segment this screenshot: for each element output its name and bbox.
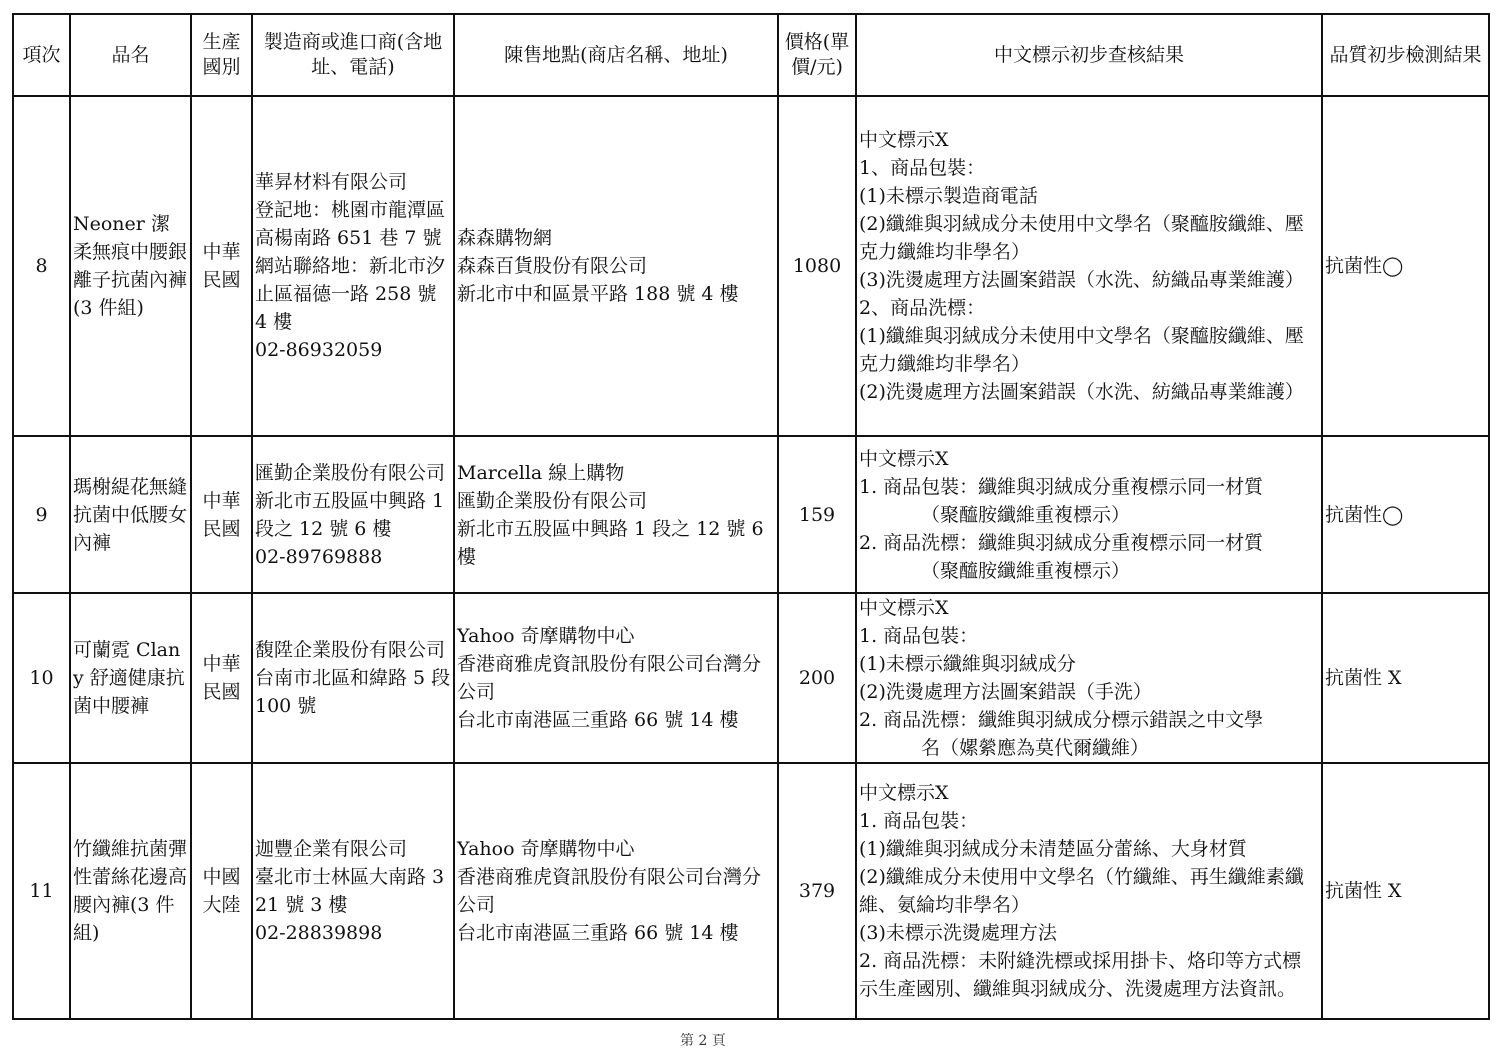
table-row (13, 96, 1489, 436)
table-row (13, 593, 1489, 763)
maker-line: 匯勤企業股份有限公司 (255, 461, 446, 484)
cell-origin: 中國大陸 (191, 763, 252, 1019)
check-line: (1)未標示纖維與羽絨成分 (859, 653, 1076, 675)
maker-line: 馥陞企業股份有限公司 (255, 639, 446, 661)
cell-origin: 中華民國 (191, 96, 252, 436)
cell-maker (252, 763, 454, 1019)
cell-price: 379 (778, 763, 856, 1019)
check-line: 1. 商品包裝： (859, 625, 979, 647)
cell-no: 11 (13, 763, 70, 1019)
store-line: 森森購物網 (457, 227, 553, 249)
cell-origin: 中華民國 (191, 593, 252, 763)
cell-quality: 抗菌性◯ (1322, 96, 1489, 436)
store-line: 香港商雅虎資訊股份有限公司台灣分公司 (457, 653, 762, 703)
store-line: 香港商雅虎資訊股份有限公司台灣分公司 (457, 866, 762, 916)
check-line: (2)纖維成分未使用中文學名（竹纖維、再生纖維素纖維、氨綸均非學名） (859, 866, 1304, 916)
cell-name: Neoner 潔柔無痕中腰銀離子抗菌內褲(3 件組) (70, 96, 191, 436)
store-line: 森森百貨股份有限公司 (457, 255, 648, 277)
cell-quality: 抗菌性◯ (1322, 436, 1489, 593)
header-quality: 品質初步檢測結果 (1322, 14, 1489, 96)
cell-no: 8 (13, 96, 70, 436)
cell-label-check (856, 436, 1322, 593)
cell-quality: 抗菌性 X (1322, 593, 1489, 763)
cell-origin: 中華民國 (191, 436, 252, 593)
check-line: 2. 商品洗標：纖維與羽絨成分標示錯誤之中文學 (859, 709, 1264, 731)
check-line: （聚醯胺纖維重複標示） (921, 559, 1131, 582)
header-label-check: 中文標示初步查核結果 (856, 14, 1322, 96)
check-line: (1)纖維與羽絨成分未清楚區分蕾絲、大身材質 (859, 838, 1247, 860)
header-store: 陳售地點(商店名稱、地址) (454, 14, 778, 96)
check-line: 2、商品洗標： (859, 297, 986, 319)
cell-maker (252, 593, 454, 763)
check-line: 1. 商品包裝：纖維與羽絨成分重複標示同一材質 (859, 475, 1264, 498)
maker-line: 臺北市士林區大南路 321 號 3 樓 (255, 866, 445, 916)
maker-line: 新北市五股區中興路 1 段之 12 號 6 樓 (255, 489, 445, 540)
header-row (13, 14, 1489, 96)
cell-maker (252, 436, 454, 593)
check-line: 1. 商品包裝： (859, 810, 979, 832)
cell-name: 瑪榭緹花無縫抗菌中低腰女內褲 (70, 436, 191, 593)
cell-no: 9 (13, 436, 70, 593)
maker-line: 02-89769888 (255, 545, 383, 568)
check-line: (2)纖維與羽絨成分未使用中文學名（聚醯胺纖維、壓克力纖維均非學名） (859, 213, 1304, 263)
store-line: 匯勤企業股份有限公司 (457, 489, 648, 512)
cell-label-check (856, 763, 1322, 1019)
check-line: (2)洗燙處理方法圖案錯誤（水洗、紡織品專業維護） (859, 381, 1304, 403)
store-line: Yahoo 奇摩購物中心 (457, 625, 635, 647)
cell-name: 竹纖維抗菌彈性蕾絲花邊高腰內褲(3 件組) (70, 763, 191, 1019)
cell-maker (252, 96, 454, 436)
store-line: Yahoo 奇摩購物中心 (457, 838, 635, 860)
check-line: 中文標示X (859, 782, 949, 804)
cell-store (454, 436, 778, 593)
check-line: 中文標示X (859, 597, 949, 619)
cell-label-check (856, 96, 1322, 436)
cell-price: 159 (778, 436, 856, 593)
check-line: (1)纖維與羽絨成分未使用中文學名（聚醯胺纖維、壓克力纖維均非學名） (859, 325, 1304, 375)
maker-line: 02-86932059 (255, 339, 383, 361)
cell-price: 1080 (778, 96, 856, 436)
maker-line: 02-28839898 (255, 922, 383, 944)
store-line: 新北市中和區景平路 188 號 4 樓 (457, 283, 739, 305)
table-row (13, 763, 1489, 1019)
maker-line: 登記地：桃園市龍潭區高楊南路 651 巷 7 號 (255, 199, 446, 249)
check-line: (2)洗燙處理方法圖案錯誤（手洗） (859, 681, 1152, 703)
maker-line: 華昇材料有限公司 (255, 171, 408, 193)
check-line: 1、商品包裝： (859, 157, 986, 179)
store-line: 台北市南港區三重路 66 號 14 樓 (457, 709, 739, 731)
check-line: (3)洗燙處理方法圖案錯誤（水洗、紡織品專業維護） (859, 269, 1304, 291)
check-line: 名（嫘縈應為莫代爾纖維） (921, 737, 1150, 759)
cell-store (454, 593, 778, 763)
cell-no: 10 (13, 593, 70, 763)
store-line: 新北市五股區中興路 1 段之 12 號 6 樓 (457, 517, 764, 568)
header-maker: 製造商或進口商(含地址、電話) (252, 14, 454, 96)
cell-label-check (856, 593, 1322, 763)
check-line: 2. 商品洗標：纖維與羽絨成分重複標示同一材質 (859, 531, 1264, 554)
maker-line: 台南市北區和緯路 5 段 100 號 (255, 667, 451, 717)
cell-store (454, 763, 778, 1019)
header-no: 項次 (13, 14, 70, 96)
header-origin: 生產國別 (191, 14, 252, 96)
cell-price: 200 (778, 593, 856, 763)
check-line: (3)未標示洗燙處理方法 (859, 922, 1057, 944)
check-line: 中文標示X (859, 447, 949, 470)
cell-store (454, 96, 778, 436)
maker-line: 網站聯絡地：新北市汐止區福德一路 258 號 4 樓 (255, 255, 446, 333)
cell-name: 可蘭霓 Clany 舒適健康抗菌中腰褲 (70, 593, 191, 763)
inspection-table (12, 13, 1490, 1020)
header-price: 價格(單價/元) (778, 14, 856, 96)
cell-quality: 抗菌性 X (1322, 763, 1489, 1019)
maker-line: 迦豐企業有限公司 (255, 838, 408, 860)
table-row (13, 436, 1489, 593)
check-line: (1)未標示製造商電話 (859, 185, 1038, 207)
page-footer: 第 2 頁 (680, 1033, 726, 1049)
check-line: 2. 商品洗標：未附縫洗標或採用掛卡、烙印等方式標示生產國別、纖維與羽絨成分、洗燙處理方法資訊。 (859, 950, 1302, 1000)
check-line: （聚醯胺纖維重複標示） (921, 503, 1131, 526)
store-line: Marcella 線上購物 (457, 461, 625, 484)
header-name: 品名 (70, 14, 191, 96)
store-line: 台北市南港區三重路 66 號 14 樓 (457, 922, 739, 944)
check-line: 中文標示X (859, 129, 949, 151)
